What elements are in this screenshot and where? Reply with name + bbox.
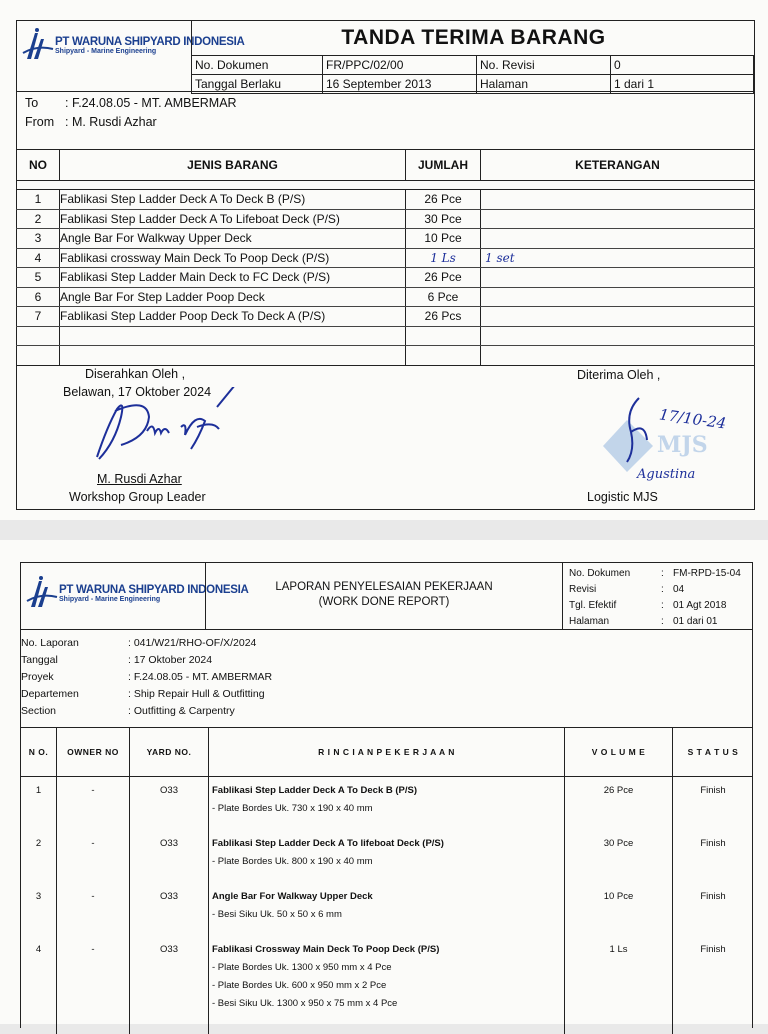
receiver-name-handwritten: Agustina: [637, 467, 696, 482]
info-row: [21, 634, 272, 651]
received-by-label: Diterima Oleh ,: [577, 368, 661, 382]
row-qty: 30 Pce: [406, 209, 481, 229]
meta-row: [192, 56, 754, 75]
row-note: [481, 268, 755, 288]
meta-value: 01 Agt 2018: [673, 599, 727, 611]
info-row: [21, 668, 272, 685]
row-no: 2: [21, 830, 57, 883]
info-value: : Ship Repair Hull & Outfitting: [128, 687, 265, 700]
meta-label: Halaman: [569, 615, 610, 627]
receipt-body: [16, 92, 755, 510]
sender-title: Workshop Group Leader: [69, 490, 206, 504]
info-row: [21, 651, 272, 668]
meta-row: Halaman : 01 dari 01: [569, 613, 741, 629]
table-row: [21, 830, 753, 883]
meta-row: Revisi : 04: [569, 581, 741, 597]
row-item: [60, 326, 406, 346]
row-detail-line: - Besi Siku Uk. 50 x 50 x 6 mm: [212, 909, 342, 920]
shipyard-logo-icon: [21, 27, 55, 63]
row-qty: 26 Pce: [406, 190, 481, 210]
row-note: [481, 307, 755, 327]
col-volume: V O L U M E: [565, 728, 673, 777]
meta-row: No. Dokumen : FM-RPD-15-04: [569, 565, 741, 581]
row-qty: [406, 326, 481, 346]
row-detail-title: Fablikasi Step Ladder Deck A To lifeboat Deck (P/S): [212, 838, 444, 849]
report-info: [20, 630, 753, 728]
row-status: Finish: [700, 891, 726, 902]
info-label: No. Laporan: [21, 636, 79, 649]
table-row: [17, 248, 755, 268]
row-qty: 26 Pcs: [406, 307, 481, 327]
info-label: Proyek: [21, 670, 54, 683]
row-no: 1: [17, 190, 60, 210]
row-item: Angle Bar For Walkway Upper Deck: [60, 229, 406, 249]
table-row: [17, 346, 755, 366]
row-note: [481, 229, 755, 249]
row-note-handwritten: 1 set: [481, 248, 755, 268]
row-detail: [209, 883, 565, 936]
report-title: [205, 563, 563, 629]
meta-row: Tgl. Efektif : 01 Agt 2018: [569, 597, 741, 613]
report-info-table: [21, 634, 272, 719]
meta-row: [192, 75, 754, 94]
sender-name: M. Rusdi Azhar: [97, 472, 182, 486]
row-owner: -: [57, 936, 130, 1034]
meta-label: Tgl. Efektif: [569, 599, 617, 611]
row-no: 3: [21, 883, 57, 936]
row-qty: 10 Pce: [406, 229, 481, 249]
meta-value: 01 dari 01: [673, 615, 718, 627]
from-line: [25, 115, 157, 129]
stamp-text: MJS: [657, 432, 708, 458]
col-note: KETERANGAN: [481, 150, 755, 181]
col-detail: R I N C I A N P E K E R J A A N: [209, 728, 565, 777]
table-row: [17, 287, 755, 307]
row-no: [17, 346, 60, 366]
row-detail: [209, 777, 565, 831]
meta-label: Revisi: [569, 583, 597, 595]
info-label: Tanggal: [21, 653, 58, 666]
row-note: [481, 190, 755, 210]
row-detail-line: - Plate Bordes Uk. 600 x 950 mm x 2 Pce: [212, 980, 387, 991]
info-row: [21, 685, 272, 702]
info-value: : 041/W21/RHO-OF/X/2024: [128, 636, 257, 649]
row-status: Finish: [700, 785, 726, 796]
row-volume: 30 Pce: [565, 830, 673, 883]
row-note: [481, 326, 755, 346]
from-label: From: [25, 115, 55, 129]
document-title: TANDA TERIMA BARANG: [191, 21, 755, 56]
row-note: [481, 287, 755, 307]
row-qty: 26 Pce: [406, 268, 481, 288]
from-value: : M. Rusdi Azhar: [65, 115, 157, 129]
col-owner: OWNER NO: [57, 728, 130, 777]
row-status: Finish: [700, 944, 726, 955]
row-no: 3: [17, 229, 60, 249]
place-date: Belawan, 17 Oktober 2024: [63, 385, 212, 399]
handed-over-label: Diserahkan Oleh ,: [85, 367, 186, 381]
row-yard: O33: [130, 777, 209, 831]
row-no: [17, 326, 60, 346]
receiver-signature-icon: [617, 392, 657, 472]
receiver-title: Logistic MJS: [587, 490, 658, 504]
meta-label: No. Dokumen: [192, 56, 323, 75]
work-done-report-sheet: [0, 540, 768, 1024]
items-table: [16, 149, 755, 366]
row-detail-line: - Plate Bordes Uk. 1300 x 950 mm x 4 Pce: [212, 962, 392, 973]
row-owner: -: [57, 830, 130, 883]
row-detail-title: Angle Bar For Walkway Upper Deck: [212, 891, 373, 902]
col-no: NO: [17, 150, 60, 181]
meta-label: Tanggal Berlaku: [192, 75, 323, 94]
sender-signature-icon: [77, 387, 247, 467]
company-name: PT WARUNA SHIPYARD INDONESIA: [55, 35, 245, 48]
row-yard: O33: [130, 830, 209, 883]
work-header-row: [21, 728, 753, 777]
info-row: [21, 702, 272, 719]
info-label: Departemen: [21, 687, 79, 700]
row-no: 7: [17, 307, 60, 327]
row-qty: 6 Pce: [406, 287, 481, 307]
row-detail-title: Fablikasi Step Ladder Deck A To Deck B (P/S): [212, 785, 418, 796]
shipyard-logo-icon: [25, 575, 59, 611]
report-header: [20, 562, 753, 630]
row-no: 5: [17, 268, 60, 288]
receipt-meta-table: [191, 55, 754, 94]
to-line: [25, 96, 237, 110]
row-item: Fablikasi Step Ladder Deck A To Lifeboat Deck (P/S): [60, 209, 406, 229]
receipt-header: [16, 20, 755, 92]
row-no: 2: [17, 209, 60, 229]
meta-label: No. Revisi: [477, 56, 611, 75]
row-detail-line: - Besi Siku Uk. 1300 x 950 x 75 mm x 4 Pce: [212, 998, 398, 1009]
row-detail-title: Fablikasi Crossway Main Deck To Poop Deck (P/S): [212, 944, 440, 955]
company-tagline: Shipyard - Marine Engineering: [55, 47, 157, 55]
table-row: [21, 883, 753, 936]
row-volume: 1 Ls: [565, 936, 673, 1034]
meta-value: FM-RPD-15-04: [673, 567, 741, 579]
col-no: N O.: [21, 728, 57, 777]
row-note: [481, 346, 755, 366]
row-volume: 26 Pce: [565, 777, 673, 831]
row-no: 6: [17, 287, 60, 307]
receiver-date-handwritten: 17/10-24: [658, 405, 728, 433]
row-no: 4: [21, 936, 57, 1034]
to-label: To: [25, 96, 39, 110]
info-value: : Outfitting & Carpentry: [128, 704, 235, 717]
table-row: [17, 326, 755, 346]
table-row: [21, 936, 753, 1034]
row-detail-line: - Plate Bordes Uk. 800 x 190 x 40 mm: [212, 856, 373, 867]
table-row: [17, 268, 755, 288]
info-value: : 17 Oktober 2024: [128, 653, 213, 666]
to-value: : F.24.08.05 - MT. AMBERMAR: [65, 96, 237, 110]
table-row: [17, 307, 755, 327]
report-title-line2: (WORK DONE REPORT): [318, 596, 450, 608]
row-item: Fablikasi crossway Main Deck To Poop Deck (P/S): [60, 248, 406, 268]
report-meta-table: [569, 565, 741, 629]
row-no: 4: [17, 248, 60, 268]
row-volume: 10 Pce: [565, 883, 673, 936]
report-title-line1: LAPORAN PENYELESAIAN PEKERJAAN: [275, 581, 493, 593]
work-table: [21, 728, 753, 1034]
report-work-area: [20, 728, 753, 1028]
row-detail: [209, 936, 565, 1034]
table-row: [17, 209, 755, 229]
row-no: 1: [21, 777, 57, 831]
col-item: JENIS BARANG: [60, 150, 406, 181]
row-item: Fablikasi Step Ladder Poop Deck To Deck A (P/S): [60, 307, 406, 327]
company-tagline: Shipyard - Marine Engineering: [59, 595, 161, 603]
info-value: : F.24.08.05 - MT. AMBERMAR: [128, 670, 273, 683]
meta-value: 16 September 2013: [323, 75, 477, 94]
row-status: Finish: [700, 838, 726, 849]
row-qty: 1 Ls: [406, 248, 481, 268]
col-qty: JUMLAH: [406, 150, 481, 181]
row-detail: [209, 830, 565, 883]
items-header-row: [17, 150, 755, 181]
meta-value: 1 dari 1: [611, 75, 754, 94]
meta-label: No. Dokumen: [569, 567, 631, 579]
row-qty: [406, 346, 481, 366]
row-owner: -: [57, 883, 130, 936]
row-owner: -: [57, 777, 130, 831]
table-row: [21, 777, 753, 831]
row-detail-line: - Plate Bordes Uk. 730 x 190 x 40 mm: [212, 803, 373, 814]
table-row: [17, 190, 755, 210]
row-yard: O33: [130, 883, 209, 936]
meta-value: 04: [673, 583, 685, 595]
row-note: [481, 209, 755, 229]
row-item: [60, 346, 406, 366]
col-status: S T A T U S: [673, 728, 754, 777]
table-row: [17, 229, 755, 249]
col-yard: YARD NO.: [130, 728, 209, 777]
meta-label: Halaman: [477, 75, 611, 94]
info-label: Section: [21, 704, 57, 717]
row-item: Fablikasi Step Ladder Deck A To Deck B (P/S): [60, 190, 406, 210]
company-name: PT WARUNA SHIPYARD INDONESIA: [59, 583, 249, 596]
row-item: Angle Bar For Step Ladder Poop Deck: [60, 287, 406, 307]
row-item: Fablikasi Step Ladder Main Deck to FC Deck (P/S): [60, 268, 406, 288]
meta-value: 0: [611, 56, 754, 75]
meta-value: FR/PPC/02/00: [323, 56, 477, 75]
row-yard: O33: [130, 936, 209, 1034]
